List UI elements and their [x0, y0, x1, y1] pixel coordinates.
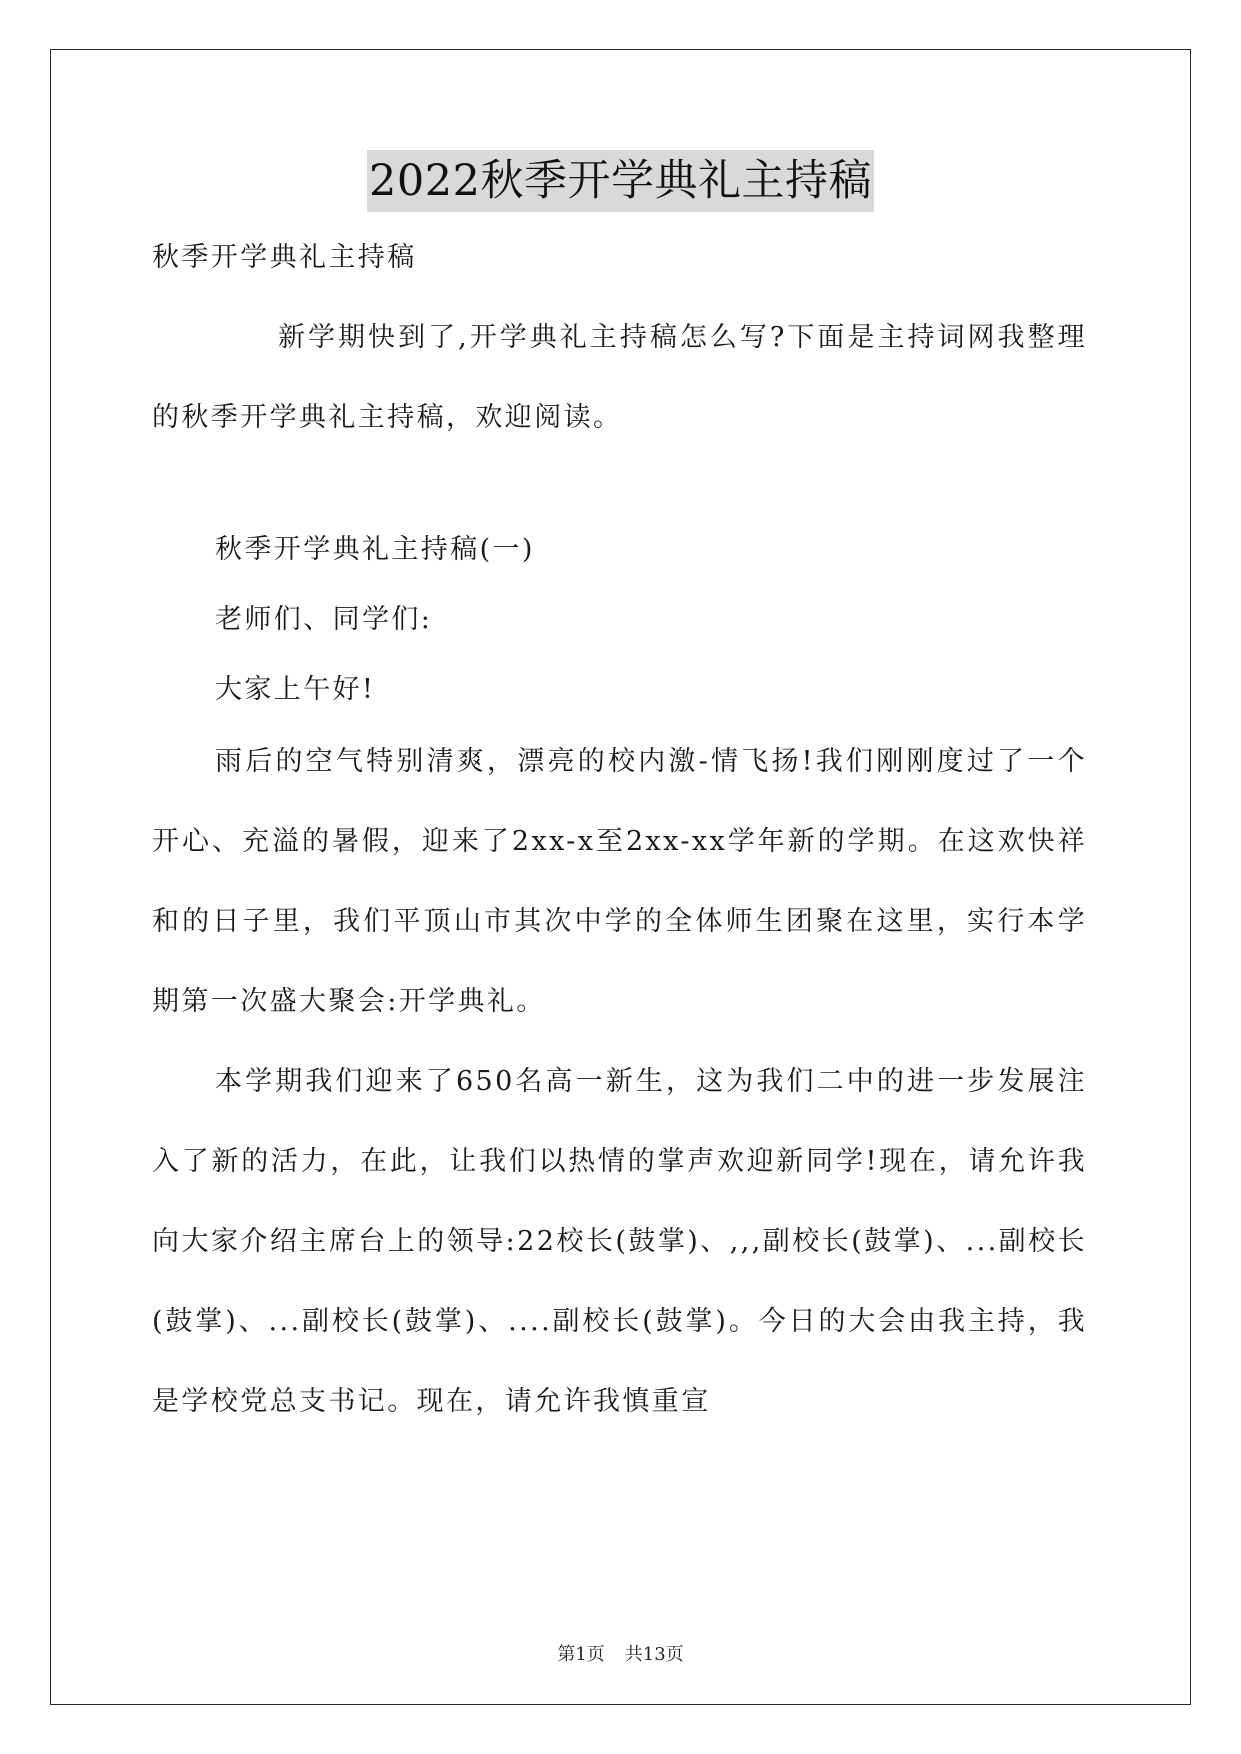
page-total: 共13页 [624, 1644, 684, 1665]
body-paragraph-2: 本学期我们迎来了650名高一新生，这为我们二中的进一步发展注入了新的活力，在此，让我们以热情的掌声欢迎新同学!现在，请允许我向大家介绍主席台上的领导:22校长(鼓掌)、,,,副校长(鼓掌)、...副校长(鼓掌)、...副校长(鼓掌)、....副校长(鼓掌)。今日的大会由我主持，我是学校党总支书记。现在，请允许我慎重宣 [152, 1066, 1087, 1417]
section-heading: 秋季开学典礼主持稿(一) [215, 534, 535, 565]
greeting-paragraph: 大家上午好! [215, 674, 376, 705]
title-container [0, 150, 1241, 212]
document-title: 2022秋季开学典礼主持稿 [367, 150, 874, 212]
intro-paragraph: 新学期快到了,开学典礼主持稿怎么写?下面是主持词网我整理的秋季开学典礼主持稿，欢迎阅读。 [152, 322, 1087, 433]
body-paragraph-1: 雨后的空气特别清爽，漂亮的校内激-情飞扬!我们刚刚度过了一个开心、充溢的暑假，迎来了2xx-x至2xx-xx学年新的学期。在这欢快祥和的日子里，我们平顶山市其次中学的全体师生团聚在这里，实行本学期第一次盛大聚会:开学典礼。 [152, 746, 1087, 1017]
subtitle-paragraph: 秋季开学典礼主持稿 [152, 242, 417, 273]
salutation-paragraph: 老师们、同学们: [215, 604, 433, 635]
page-footer [0, 1640, 1241, 1666]
page-number: 第1页 [557, 1644, 605, 1665]
